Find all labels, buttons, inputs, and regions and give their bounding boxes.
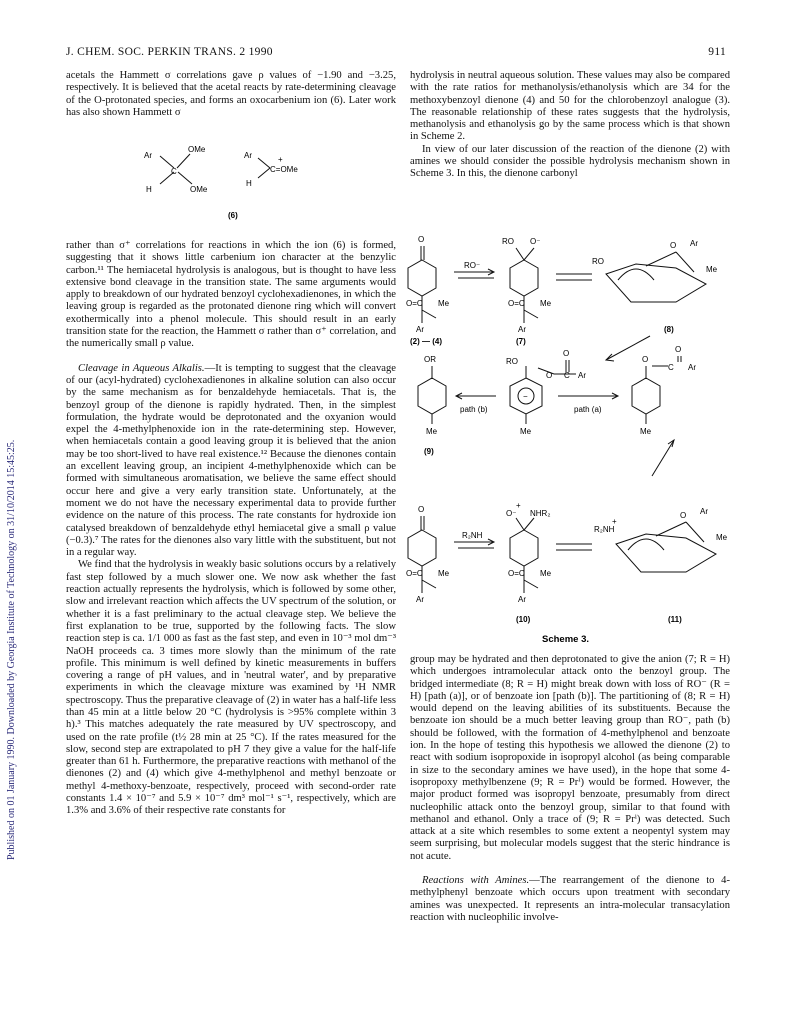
s6-ome-2: OMe xyxy=(190,185,208,194)
s3-ar-3: Ar xyxy=(690,239,698,248)
s3-or: OR xyxy=(424,355,436,364)
s3-o-5: O xyxy=(642,355,649,364)
s3-ro-1: RO xyxy=(502,237,514,246)
s3-plus-1: + xyxy=(516,501,521,510)
section-title-amines: Reactions with Amines. xyxy=(422,875,530,887)
s3-plus-2: + xyxy=(612,517,617,526)
s3-me-7: Me xyxy=(438,569,450,578)
s3-ar-7: Ar xyxy=(518,595,526,604)
s3-o-7: O xyxy=(418,505,425,514)
s6-ar-2: Ar xyxy=(244,151,252,160)
s3-ar-5: Ar xyxy=(688,363,696,372)
col1-paragraph-3: We find that the hydrolysis in weakly basic solutions occurs by a relatively fast step followed by a much slower one. We now ask whether the fast reaction actually represents the hydrolysis, which is followed by some other, slow and irrelevant reaction which affects the UV spectrum of the solution, or whether it is a fast preliminary to the actual cleavage step. We believe the first explanation to be true, supported by the following facts. The slow reaction step is ca. 1/1 000 as fast as the fast step, and even in 10⁻³ mol dm⁻³ NaOH proceeds ca. 3 times more slowly than the minimum of the rate profile. This minimum is well defined by kinetic measurements in buffers covering a range of pH values, and in 'neutral water', and by preparative experiments in which the cleavage mixture was examined by ¹H NMR spectroscopy. Thus the preparative cleavage of (2) in water has a half-life less than 45 min at a little below 20 °C (hydrolysis is >95% complete within 3 h).³ This matches adequately the rate measured by UV spectroscopy, and used on the rate profile (t½ 28 min at 25 °C). If the rates measured for the slow, second step are extrapolated to pH 7 they give a value for the half-life greater than 61 h. Furthermore, the preparative reactions with methanol of the dienones (2) and (4) which give 4-methylphenol and methyl benzoate or methyl 4-methoxy-benzoate, respectively, proceed with second-order rate constants 1.4 × 10⁻⁷ and 5.9 × 10⁻⁷ dm³ mol⁻¹ s⁻¹, respectively, which are 1.3% and 3.6% of their respective rate constants for xyxy=(66,559,396,817)
col1-paragraph-1: rather than σ⁺ correlations for reactions in which the ion (6) is formed, suggesting that it shows little carbenium ion character at the benzylic carbon.¹¹ The hemiacetal hydrolysis is analogous, but is thought to have less extensive bond cleavage in the transition state. The same arguments would apply to breakdown of our hydrated benzoyl cyclohexadienones, in which the leaving group is regarded as the protonated dienone ring which will convert exothermically into a phenol molecule. This should result in an early transition state for the reaction, the Hammett σ rather than σ⁺ correlation, and the numerically small ρ value. xyxy=(66,240,396,350)
s3-o-minus-2: O⁻ xyxy=(506,509,517,518)
s3-nhr2: NHR₂ xyxy=(530,509,551,518)
page-number: 911 xyxy=(708,46,726,58)
download-watermark xyxy=(4,180,22,860)
s3-me-2: Me xyxy=(540,299,552,308)
s6-h-2: H xyxy=(246,179,252,188)
s3-c-2: C xyxy=(668,363,674,372)
s6-ar-1: Ar xyxy=(144,151,152,160)
col1-body xyxy=(66,240,396,818)
s3-r2nh: R₂NH xyxy=(462,531,483,540)
s6-label: (6) xyxy=(228,211,238,220)
s3-oc-4: O=C xyxy=(508,569,525,578)
scheme-3 xyxy=(406,228,736,648)
s3-o-8: O xyxy=(680,511,687,520)
s3-o-6: O xyxy=(675,345,682,354)
s3-o-minus: O⁻ xyxy=(530,237,541,246)
col2-paragraph-3: group may be hydrated and then deprotonated to give the anion (7; R = H) which undergoes intramolecular attack onto the benzoyl group. The bridged intermediate (8; R = H) might break down with loss of RO⁻ (R = H) [path (a)], or of benzoate ion [path (b)]. The partitioning of (8; R = H) would depend on the leaving abilities of its substituents. Because the benzoate ion should be a much better leaving group than RO⁻, path (b) should be followed, with the formation of 4-methylphenol and benzoate ion. In the hope of testing this hypothesis we allowed the dienone (2) to react with sodium isopropoxide in isopropyl alcohol (as being comparable in size to the secondary amines we have used), in the hope that some 4-isopropoxy methylbenzene (9; R = Prⁱ) would be formed. However, the major product formed was isopropyl benzoate, presumably from direct nucleophilic attack onto the benzoyl group, similar to that found with methanol and ethanol. Only a trace of (9; R = Prⁱ) was detected. Such attack at a site which resembles to some extent a neopentyl system may seem surprising, but molecular models suggest that the steric hindrance is not acute. xyxy=(410,654,730,862)
s3-o-3: O xyxy=(546,371,553,380)
s3-minus: − xyxy=(523,392,528,401)
col1-top-text: acetals the Hammett σ correlations gave ρ values of −1.90 and −3.25, respectively. It is believed that the acetal reacts by rate-determining cleavage of the O-protonated species, and forms an oxocarbenium ion (6). Later work has also shown Hammett σ xyxy=(66,70,396,118)
s3-r2nh-2: R₂NH xyxy=(594,525,615,534)
s3-ar-6: Ar xyxy=(416,595,424,604)
s3-me-4: Me xyxy=(426,427,438,436)
s3-label-24: (2) — (4) xyxy=(410,337,442,346)
s6-ome-1: OMe xyxy=(188,145,206,154)
col2-paragraph-2: In view of our later discussion of the reaction of the dienone (2) with amines we should consider the possible hydrolysis mechanism shown in Scheme 3. In this, the dienone carbonyl xyxy=(410,143,730,180)
s3-label-9: (9) xyxy=(424,447,434,456)
running-header: J. CHEM. SOC. PERKIN TRANS. 2 1990 xyxy=(66,46,273,58)
s3-path-a: path (a) xyxy=(574,405,602,414)
s3-oc-1: O=C xyxy=(406,299,423,308)
s3-me-5: Me xyxy=(520,427,532,436)
s6-c: C xyxy=(171,167,177,176)
section-title-alkalis: Cleavage in Aqueous Alkalis. xyxy=(78,362,205,374)
s3-ar-1: Ar xyxy=(416,325,424,334)
s6-h-1: H xyxy=(146,185,152,194)
s3-me-8: Me xyxy=(540,569,552,578)
s3-path-b: path (b) xyxy=(460,405,488,414)
s3-o-4: O xyxy=(563,349,570,358)
s3-label-7: (7) xyxy=(516,337,526,346)
s3-c-1: C xyxy=(564,371,570,380)
col1-top-paragraph xyxy=(66,70,396,119)
col2-top xyxy=(410,70,730,181)
s3-ro-2: RO xyxy=(592,257,604,266)
s3-oc-2: O=C xyxy=(508,299,525,308)
s6-coome: C=OMe xyxy=(270,165,298,174)
s3-ar-4: Ar xyxy=(578,371,586,380)
s3-me-1: Me xyxy=(438,299,450,308)
s3-me-3: Me xyxy=(706,265,718,274)
s3-ro-minus: RO⁻ xyxy=(464,261,481,270)
s3-ar-2: Ar xyxy=(518,325,526,334)
s3-label-11: (11) xyxy=(668,615,682,624)
s3-label-8: (8) xyxy=(664,325,674,334)
col2-paragraph-4: —The rearrangement of the dienone to 4-methylphenyl benzoate which occurs upon treatment with secondary amines was unexpected. It represents an intra-molecular transacylation reaction with nucleophilic involve- xyxy=(410,875,730,923)
s3-o-2: O xyxy=(670,241,677,250)
s3-oc-3: O=C xyxy=(406,569,423,578)
s3-me-9: Me xyxy=(716,533,728,542)
col2-body xyxy=(410,654,730,924)
s6-plus: + xyxy=(278,155,283,164)
s3-o-1: O xyxy=(418,235,425,244)
s3-me-6: Me xyxy=(640,427,652,436)
col2-paragraph-1: hydrolysis in neutral aqueous solution. These values may also be compared with the rate ratios for methanolysis/ethanolysis which are 34 for the methoxybenzoyl dienone (4) and 50 for the chlorobenzoyl analogue (3). The reasonable relationship of these rates suggests that the hydrolysis, methanolysis and ethanolysis go by the same process which is that shown in Scheme 2. xyxy=(410,70,730,143)
s3-ro-3: RO xyxy=(506,357,518,366)
s3-label-10: (10) xyxy=(516,615,531,624)
structure-6 xyxy=(130,136,350,222)
s3-ar-8: Ar xyxy=(700,507,708,516)
download-note: Published on 01 January 1990. Downloaded by Georgia Institute of Technology on 31/10/2014 15:45:25. xyxy=(6,439,17,860)
scheme-caption: Scheme 3. xyxy=(542,634,589,645)
col1-paragraph-2: —It is tempting to suggest that the cleavage of our (acyl-hydrated) cyclohexadienones in alkaline solution can also occur by the same mechanism as for benzaldehyde hemiacetals. That is, the benzoyl group of the dienone is rapidly hydrated. Then, in the simplest formulation, the hydrate would be deprotonated and the oxyanion would expel the 4-methylphenoxide ion in the rate-determining step. However, when hemiacetals contain a good leaving group it is believed that the anion may be too short-lived to have real existence.¹² Because the dienones contain an excellent leaving group, an incipient 4-methylphenoxide which can be formed with simultaneous aromatisation, we believe the same effect should occur here and give a very early transition state. Unfortunately, at the moment we do not have the necessary experimental data to provide further evidence on the nature of this process. The rate constants for hydroxide ion catalysed breakdown of benzaldehyde ethyl hemiacetal give a small ρ value (−0.3).⁷ The rates for the dienones also vary little with the substituent, but not in a regular way. xyxy=(66,362,396,559)
